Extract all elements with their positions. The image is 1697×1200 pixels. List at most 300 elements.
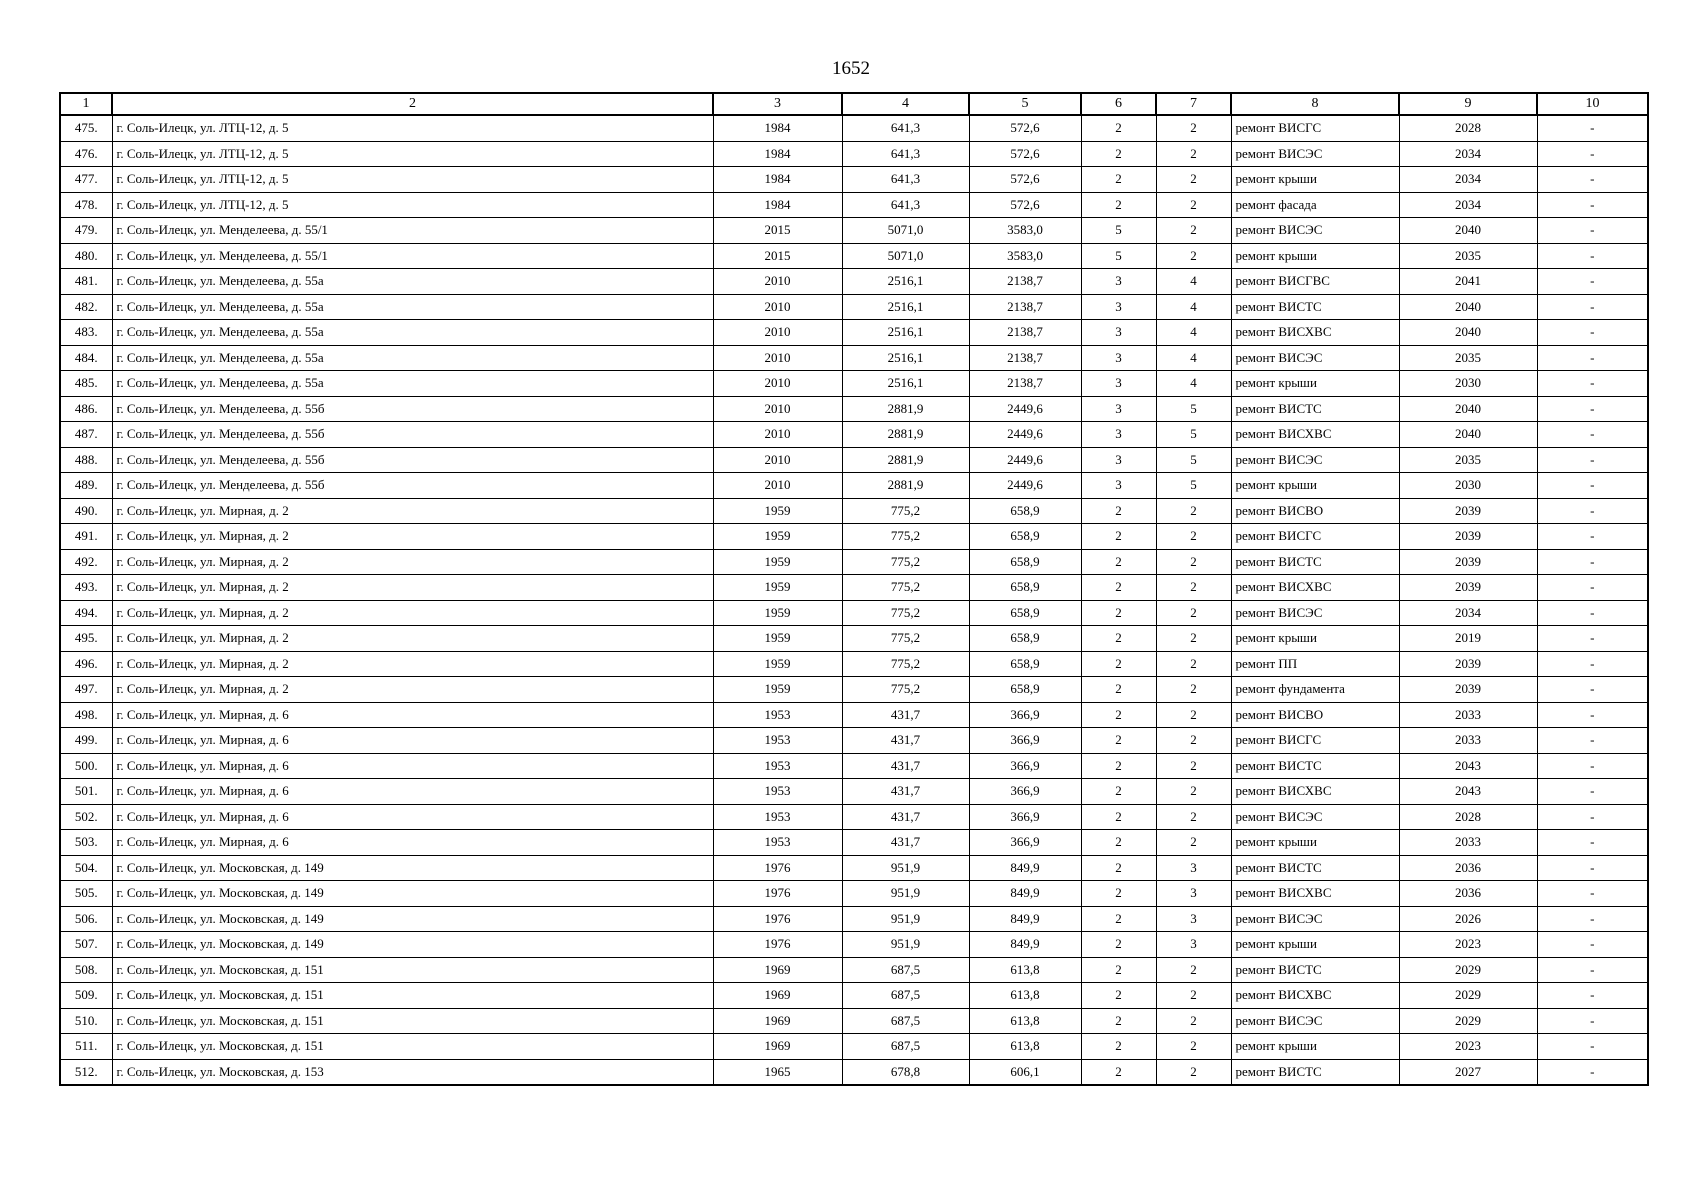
planned-year-cell: 2034 — [1399, 600, 1537, 626]
work-type-cell: ремонт ВИСХВС — [1231, 422, 1399, 448]
note-cell: - — [1537, 881, 1648, 907]
planned-year-cell: 2035 — [1399, 447, 1537, 473]
work-type-cell: ремонт ВИСТС — [1231, 957, 1399, 983]
note-cell: - — [1537, 677, 1648, 703]
table-row — [60, 218, 1648, 244]
living-area-cell: 366,9 — [969, 830, 1081, 856]
total-area-cell: 2516,1 — [842, 269, 969, 295]
entrances-cell: 2 — [1156, 626, 1231, 652]
planned-year-cell: 2023 — [1399, 1034, 1537, 1060]
living-area-cell: 606,1 — [969, 1059, 1081, 1085]
total-area-cell: 951,9 — [842, 881, 969, 907]
row-number-cell: 476. — [60, 141, 112, 167]
living-area-cell: 849,9 — [969, 881, 1081, 907]
total-area-cell: 641,3 — [842, 141, 969, 167]
note-cell: - — [1537, 779, 1648, 805]
entrances-cell: 2 — [1156, 830, 1231, 856]
address-cell: г. Соль-Илецк, ул. Московская, д. 153 — [112, 1059, 713, 1085]
floors-cell: 2 — [1081, 141, 1156, 167]
floors-cell: 3 — [1081, 345, 1156, 371]
total-area-cell: 5071,0 — [842, 218, 969, 244]
note-cell: - — [1537, 294, 1648, 320]
note-cell: - — [1537, 626, 1648, 652]
living-area-cell: 2138,7 — [969, 371, 1081, 397]
planned-year-cell: 2026 — [1399, 906, 1537, 932]
total-area-cell: 641,3 — [842, 115, 969, 141]
entrances-cell: 4 — [1156, 294, 1231, 320]
row-number-cell: 510. — [60, 1008, 112, 1034]
work-type-cell: ремонт ВИСЭС — [1231, 141, 1399, 167]
planned-year-cell: 2029 — [1399, 957, 1537, 983]
address-cell: г. Соль-Илецк, ул. Мирная, д. 6 — [112, 702, 713, 728]
year-cell: 2010 — [713, 345, 842, 371]
floors-cell: 2 — [1081, 1034, 1156, 1060]
total-area-cell: 2881,9 — [842, 473, 969, 499]
table-row — [60, 626, 1648, 652]
note-cell: - — [1537, 830, 1648, 856]
year-cell: 1959 — [713, 498, 842, 524]
year-cell: 1959 — [713, 626, 842, 652]
entrances-cell: 2 — [1156, 218, 1231, 244]
living-area-cell: 3583,0 — [969, 218, 1081, 244]
living-area-cell: 366,9 — [969, 702, 1081, 728]
living-area-cell: 572,6 — [969, 141, 1081, 167]
entrances-cell: 2 — [1156, 524, 1231, 550]
row-number-cell: 508. — [60, 957, 112, 983]
entrances-cell: 5 — [1156, 473, 1231, 499]
address-cell: г. Соль-Илецк, ул. Мирная, д. 2 — [112, 600, 713, 626]
living-area-cell: 2138,7 — [969, 320, 1081, 346]
row-number-cell: 488. — [60, 447, 112, 473]
floors-cell: 2 — [1081, 549, 1156, 575]
total-area-cell: 431,7 — [842, 728, 969, 754]
note-cell: - — [1537, 218, 1648, 244]
note-cell: - — [1537, 371, 1648, 397]
note-cell: - — [1537, 167, 1648, 193]
row-number-cell: 511. — [60, 1034, 112, 1060]
planned-year-cell: 2043 — [1399, 753, 1537, 779]
work-type-cell: ремонт ВИСВО — [1231, 702, 1399, 728]
table-row — [60, 804, 1648, 830]
note-cell: - — [1537, 932, 1648, 958]
planned-year-cell: 2039 — [1399, 524, 1537, 550]
floors-cell: 2 — [1081, 1059, 1156, 1085]
total-area-cell: 2881,9 — [842, 447, 969, 473]
year-cell: 2015 — [713, 243, 842, 269]
work-type-cell: ремонт ВИСЭС — [1231, 906, 1399, 932]
address-cell: г. Соль-Илецк, ул. Мирная, д. 2 — [112, 549, 713, 575]
living-area-cell: 366,9 — [969, 728, 1081, 754]
year-cell: 2010 — [713, 371, 842, 397]
work-type-cell: ремонт ПП — [1231, 651, 1399, 677]
note-cell: - — [1537, 269, 1648, 295]
work-type-cell: ремонт ВИСГВС — [1231, 269, 1399, 295]
row-number-cell: 480. — [60, 243, 112, 269]
living-area-cell: 572,6 — [969, 192, 1081, 218]
year-cell: 2010 — [713, 294, 842, 320]
work-type-cell: ремонт ВИСГС — [1231, 524, 1399, 550]
year-cell: 1959 — [713, 600, 842, 626]
table-row — [60, 243, 1648, 269]
year-cell: 1984 — [713, 115, 842, 141]
floors-cell: 2 — [1081, 855, 1156, 881]
row-number-cell: 485. — [60, 371, 112, 397]
planned-year-cell: 2036 — [1399, 855, 1537, 881]
work-type-cell: ремонт ВИСХВС — [1231, 779, 1399, 805]
year-cell: 1953 — [713, 830, 842, 856]
year-cell: 1984 — [713, 192, 842, 218]
entrances-cell: 3 — [1156, 906, 1231, 932]
planned-year-cell: 2040 — [1399, 422, 1537, 448]
address-cell: г. Соль-Илецк, ул. Мирная, д. 6 — [112, 779, 713, 805]
total-area-cell: 775,2 — [842, 626, 969, 652]
entrances-cell: 2 — [1156, 549, 1231, 575]
work-type-cell: ремонт крыши — [1231, 1034, 1399, 1060]
planned-year-cell: 2033 — [1399, 830, 1537, 856]
living-area-cell: 658,9 — [969, 600, 1081, 626]
table-row — [60, 651, 1648, 677]
address-cell: г. Соль-Илецк, ул. Мирная, д. 6 — [112, 804, 713, 830]
living-area-cell: 2138,7 — [969, 345, 1081, 371]
note-cell: - — [1537, 473, 1648, 499]
work-type-cell: ремонт ВИСТС — [1231, 1059, 1399, 1085]
header-row — [60, 93, 1648, 115]
work-type-cell: ремонт ВИСХВС — [1231, 320, 1399, 346]
table-row — [60, 549, 1648, 575]
total-area-cell: 2516,1 — [842, 371, 969, 397]
entrances-cell: 4 — [1156, 269, 1231, 295]
registry-table — [59, 92, 1649, 1086]
floors-cell: 2 — [1081, 192, 1156, 218]
planned-year-cell: 2019 — [1399, 626, 1537, 652]
planned-year-cell: 2043 — [1399, 779, 1537, 805]
row-number-cell: 495. — [60, 626, 112, 652]
row-number-cell: 479. — [60, 218, 112, 244]
living-area-cell: 658,9 — [969, 651, 1081, 677]
planned-year-cell: 2033 — [1399, 728, 1537, 754]
work-type-cell: ремонт ВИСЭС — [1231, 804, 1399, 830]
address-cell: г. Соль-Илецк, ул. ЛТЦ-12, д. 5 — [112, 192, 713, 218]
row-number-cell: 502. — [60, 804, 112, 830]
row-number-cell: 482. — [60, 294, 112, 320]
table-row — [60, 728, 1648, 754]
planned-year-cell: 2035 — [1399, 243, 1537, 269]
planned-year-cell: 2039 — [1399, 575, 1537, 601]
total-area-cell: 775,2 — [842, 498, 969, 524]
address-cell: г. Соль-Илецк, ул. Менделеева, д. 55а — [112, 320, 713, 346]
year-cell: 1976 — [713, 855, 842, 881]
table-row — [60, 422, 1648, 448]
total-area-cell: 641,3 — [842, 192, 969, 218]
work-type-cell: ремонт ВИСЭС — [1231, 447, 1399, 473]
entrances-cell: 2 — [1156, 243, 1231, 269]
column-header: 9 — [1399, 93, 1537, 115]
entrances-cell: 2 — [1156, 957, 1231, 983]
note-cell: - — [1537, 422, 1648, 448]
floors-cell: 2 — [1081, 1008, 1156, 1034]
work-type-cell: ремонт ВИСТС — [1231, 294, 1399, 320]
floors-cell: 2 — [1081, 957, 1156, 983]
year-cell: 1953 — [713, 804, 842, 830]
total-area-cell: 687,5 — [842, 957, 969, 983]
floors-cell: 3 — [1081, 447, 1156, 473]
note-cell: - — [1537, 702, 1648, 728]
table-row — [60, 779, 1648, 805]
year-cell: 2010 — [713, 269, 842, 295]
planned-year-cell: 2029 — [1399, 983, 1537, 1009]
entrances-cell: 2 — [1156, 702, 1231, 728]
total-area-cell: 2881,9 — [842, 396, 969, 422]
table-row — [60, 575, 1648, 601]
total-area-cell: 687,5 — [842, 983, 969, 1009]
year-cell: 2015 — [713, 218, 842, 244]
living-area-cell: 658,9 — [969, 575, 1081, 601]
living-area-cell: 2449,6 — [969, 447, 1081, 473]
total-area-cell: 951,9 — [842, 906, 969, 932]
table-row — [60, 141, 1648, 167]
row-number-cell: 496. — [60, 651, 112, 677]
floors-cell: 3 — [1081, 396, 1156, 422]
address-cell: г. Соль-Илецк, ул. Мирная, д. 6 — [112, 753, 713, 779]
address-cell: г. Соль-Илецк, ул. Мирная, д. 2 — [112, 626, 713, 652]
entrances-cell: 3 — [1156, 855, 1231, 881]
total-area-cell: 775,2 — [842, 651, 969, 677]
note-cell: - — [1537, 447, 1648, 473]
work-type-cell: ремонт ВИСТС — [1231, 855, 1399, 881]
year-cell: 2010 — [713, 396, 842, 422]
floors-cell: 2 — [1081, 983, 1156, 1009]
floors-cell: 3 — [1081, 422, 1156, 448]
table-row — [60, 1034, 1648, 1060]
planned-year-cell: 2036 — [1399, 881, 1537, 907]
table-row — [60, 983, 1648, 1009]
year-cell: 1953 — [713, 753, 842, 779]
planned-year-cell: 2039 — [1399, 498, 1537, 524]
note-cell: - — [1537, 1059, 1648, 1085]
living-area-cell: 849,9 — [969, 932, 1081, 958]
work-type-cell: ремонт ВИСТС — [1231, 549, 1399, 575]
table-row — [60, 396, 1648, 422]
total-area-cell: 431,7 — [842, 753, 969, 779]
table-row — [60, 294, 1648, 320]
row-number-cell: 500. — [60, 753, 112, 779]
entrances-cell: 2 — [1156, 677, 1231, 703]
note-cell: - — [1537, 906, 1648, 932]
note-cell: - — [1537, 855, 1648, 881]
note-cell: - — [1537, 192, 1648, 218]
column-header: 10 — [1537, 93, 1648, 115]
table-row — [60, 269, 1648, 295]
total-area-cell: 2516,1 — [842, 345, 969, 371]
living-area-cell: 2449,6 — [969, 473, 1081, 499]
address-cell: г. Соль-Илецк, ул. Московская, д. 149 — [112, 855, 713, 881]
living-area-cell: 572,6 — [969, 115, 1081, 141]
column-header: 8 — [1231, 93, 1399, 115]
floors-cell: 2 — [1081, 830, 1156, 856]
floors-cell: 2 — [1081, 804, 1156, 830]
entrances-cell: 2 — [1156, 575, 1231, 601]
year-cell: 2010 — [713, 422, 842, 448]
floors-cell: 2 — [1081, 167, 1156, 193]
note-cell: - — [1537, 728, 1648, 754]
table-row — [60, 932, 1648, 958]
floors-cell: 3 — [1081, 371, 1156, 397]
work-type-cell: ремонт крыши — [1231, 626, 1399, 652]
table-row — [60, 371, 1648, 397]
living-area-cell: 366,9 — [969, 804, 1081, 830]
year-cell: 1969 — [713, 1008, 842, 1034]
planned-year-cell: 2040 — [1399, 396, 1537, 422]
table-row — [60, 677, 1648, 703]
total-area-cell: 775,2 — [842, 524, 969, 550]
column-header: 3 — [713, 93, 842, 115]
floors-cell: 3 — [1081, 294, 1156, 320]
planned-year-cell: 2040 — [1399, 218, 1537, 244]
row-number-cell: 475. — [60, 115, 112, 141]
year-cell: 1953 — [713, 779, 842, 805]
row-number-cell: 494. — [60, 600, 112, 626]
note-cell: - — [1537, 243, 1648, 269]
floors-cell: 2 — [1081, 498, 1156, 524]
living-area-cell: 3583,0 — [969, 243, 1081, 269]
note-cell: - — [1537, 753, 1648, 779]
work-type-cell: ремонт крыши — [1231, 932, 1399, 958]
planned-year-cell: 2034 — [1399, 192, 1537, 218]
address-cell: г. Соль-Илецк, ул. Мирная, д. 6 — [112, 830, 713, 856]
year-cell: 2010 — [713, 320, 842, 346]
work-type-cell: ремонт ВИСХВС — [1231, 983, 1399, 1009]
floors-cell: 2 — [1081, 881, 1156, 907]
living-area-cell: 613,8 — [969, 1034, 1081, 1060]
row-number-cell: 505. — [60, 881, 112, 907]
table-row — [60, 115, 1648, 141]
year-cell: 1959 — [713, 651, 842, 677]
year-cell: 1969 — [713, 957, 842, 983]
note-cell: - — [1537, 396, 1648, 422]
work-type-cell: ремонт крыши — [1231, 243, 1399, 269]
address-cell: г. Соль-Илецк, ул. Московская, д. 149 — [112, 932, 713, 958]
address-cell: г. Соль-Илецк, ул. Московская, д. 149 — [112, 881, 713, 907]
row-number-cell: 489. — [60, 473, 112, 499]
entrances-cell: 3 — [1156, 932, 1231, 958]
table-row — [60, 498, 1648, 524]
address-cell: г. Соль-Илецк, ул. Менделеева, д. 55/1 — [112, 218, 713, 244]
table-row — [60, 830, 1648, 856]
column-header: 1 — [60, 93, 112, 115]
note-cell: - — [1537, 345, 1648, 371]
work-type-cell: ремонт ВИСВО — [1231, 498, 1399, 524]
address-cell: г. Соль-Илецк, ул. Московская, д. 151 — [112, 957, 713, 983]
entrances-cell: 2 — [1156, 728, 1231, 754]
table-row — [60, 192, 1648, 218]
note-cell: - — [1537, 1008, 1648, 1034]
floors-cell: 2 — [1081, 651, 1156, 677]
table-row — [60, 473, 1648, 499]
note-cell: - — [1537, 651, 1648, 677]
year-cell: 1959 — [713, 677, 842, 703]
total-area-cell: 431,7 — [842, 804, 969, 830]
living-area-cell: 658,9 — [969, 626, 1081, 652]
address-cell: г. Соль-Илецк, ул. Мирная, д. 2 — [112, 575, 713, 601]
total-area-cell: 951,9 — [842, 855, 969, 881]
row-number-cell: 483. — [60, 320, 112, 346]
planned-year-cell: 2039 — [1399, 677, 1537, 703]
planned-year-cell: 2034 — [1399, 141, 1537, 167]
total-area-cell: 951,9 — [842, 932, 969, 958]
living-area-cell: 658,9 — [969, 677, 1081, 703]
planned-year-cell: 2030 — [1399, 473, 1537, 499]
total-area-cell: 678,8 — [842, 1059, 969, 1085]
table-row — [60, 1059, 1648, 1085]
floors-cell: 2 — [1081, 677, 1156, 703]
table-row — [60, 855, 1648, 881]
address-cell: г. Соль-Илецк, ул. ЛТЦ-12, д. 5 — [112, 167, 713, 193]
entrances-cell: 2 — [1156, 651, 1231, 677]
planned-year-cell: 2023 — [1399, 932, 1537, 958]
row-number-cell: 506. — [60, 906, 112, 932]
column-header: 2 — [112, 93, 713, 115]
column-header: 5 — [969, 93, 1081, 115]
living-area-cell: 613,8 — [969, 957, 1081, 983]
planned-year-cell: 2039 — [1399, 651, 1537, 677]
address-cell: г. Соль-Илецк, ул. Менделеева, д. 55а — [112, 345, 713, 371]
floors-cell: 3 — [1081, 473, 1156, 499]
work-type-cell: ремонт крыши — [1231, 371, 1399, 397]
address-cell: г. Соль-Илецк, ул. Менделеева, д. 55а — [112, 371, 713, 397]
row-number-cell: 504. — [60, 855, 112, 881]
note-cell: - — [1537, 983, 1648, 1009]
note-cell: - — [1537, 1034, 1648, 1060]
planned-year-cell: 2028 — [1399, 115, 1537, 141]
living-area-cell: 658,9 — [969, 524, 1081, 550]
floors-cell: 5 — [1081, 243, 1156, 269]
note-cell: - — [1537, 575, 1648, 601]
entrances-cell: 2 — [1156, 983, 1231, 1009]
living-area-cell: 366,9 — [969, 753, 1081, 779]
work-type-cell: ремонт ВИСХВС — [1231, 881, 1399, 907]
planned-year-cell: 2040 — [1399, 320, 1537, 346]
entrances-cell: 5 — [1156, 422, 1231, 448]
year-cell: 1969 — [713, 1034, 842, 1060]
note-cell: - — [1537, 957, 1648, 983]
note-cell: - — [1537, 600, 1648, 626]
planned-year-cell: 2027 — [1399, 1059, 1537, 1085]
note-cell: - — [1537, 804, 1648, 830]
year-cell: 1965 — [713, 1059, 842, 1085]
table-row — [60, 753, 1648, 779]
entrances-cell: 2 — [1156, 600, 1231, 626]
total-area-cell: 431,7 — [842, 702, 969, 728]
floors-cell: 2 — [1081, 728, 1156, 754]
table-row — [60, 345, 1648, 371]
living-area-cell: 658,9 — [969, 549, 1081, 575]
planned-year-cell: 2034 — [1399, 167, 1537, 193]
address-cell: г. Соль-Илецк, ул. Менделеева, д. 55б — [112, 447, 713, 473]
floors-cell: 2 — [1081, 600, 1156, 626]
entrances-cell: 2 — [1156, 192, 1231, 218]
year-cell: 1984 — [713, 167, 842, 193]
column-header: 4 — [842, 93, 969, 115]
planned-year-cell: 2028 — [1399, 804, 1537, 830]
address-cell: г. Соль-Илецк, ул. Мирная, д. 6 — [112, 728, 713, 754]
table-row — [60, 906, 1648, 932]
year-cell: 1953 — [713, 728, 842, 754]
row-number-cell: 491. — [60, 524, 112, 550]
entrances-cell: 5 — [1156, 396, 1231, 422]
floors-cell: 3 — [1081, 269, 1156, 295]
table-row — [60, 1008, 1648, 1034]
note-cell: - — [1537, 498, 1648, 524]
